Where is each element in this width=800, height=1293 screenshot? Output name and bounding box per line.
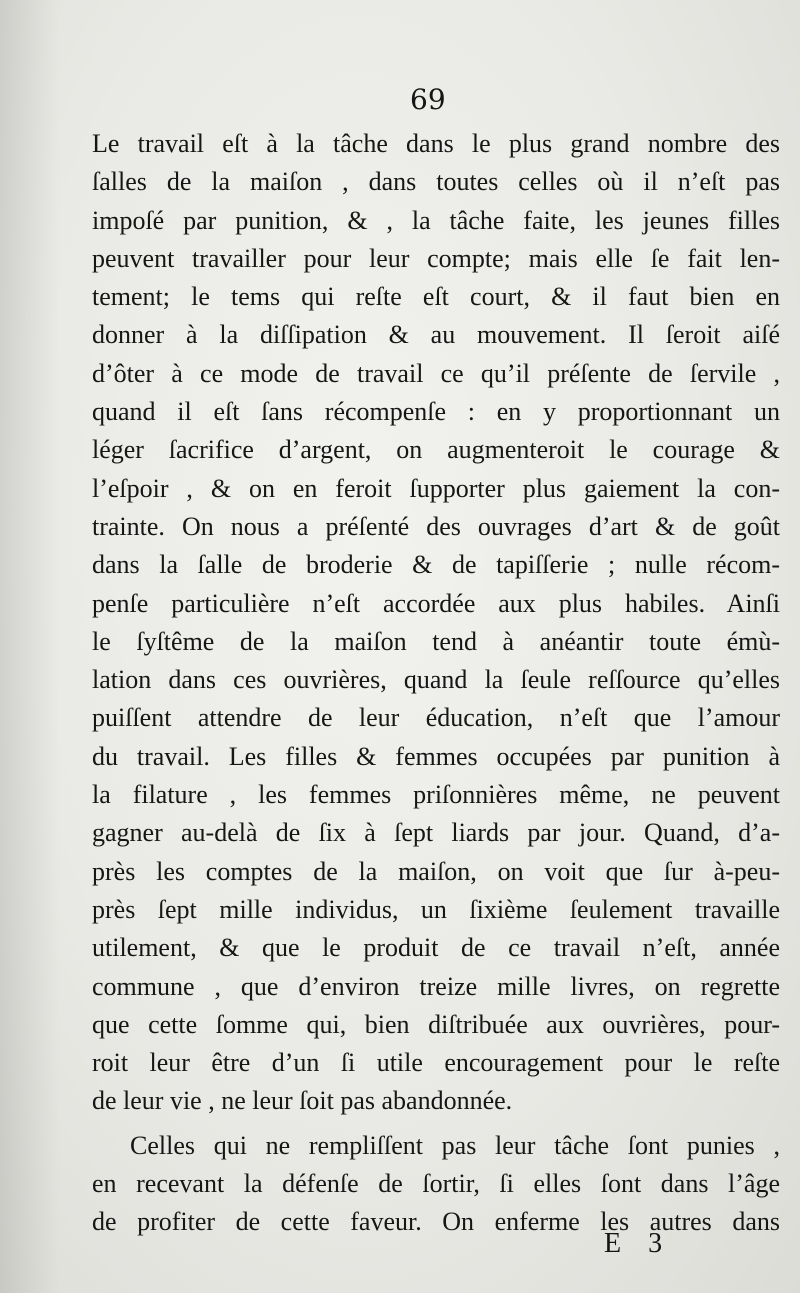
paragraph-1 — [92, 125, 780, 1121]
text-line: que cette ſomme qui, bien diſtribuée aux ouvrières, pour- — [92, 1009, 780, 1039]
text-line: gagner au-delà de ſix à ſept liards par jour. Quand, d’a- — [92, 818, 780, 848]
text-line: impoſé par punition, & , la tâche faite, les jeunes filles — [92, 205, 780, 235]
signature-mark: E 3 — [604, 1228, 673, 1259]
text-line: donner à la diſſipation & au mouvement. Il ſeroit aiſé — [92, 320, 780, 350]
text-line: Le travail eſt à la tâche dans le plus grand nombre des — [92, 129, 780, 158]
text-line: commune , que d’environ treize mille livres, on regrette — [92, 971, 780, 1001]
text-line: d’ôter à ce mode de travail ce qu’il préſente de ſervile , — [92, 358, 780, 388]
text-line: utilement, & que le produit de ce travail n’eſt, année — [92, 933, 780, 963]
text-line: roit leur être d’un ſi utile encouragement pour le reſte — [92, 1048, 780, 1078]
text-line: Celles qui ne rempliſſent pas leur tâche ſont punies , — [130, 1130, 780, 1160]
text-line: en recevant la défenſe de ſortir, ſi elles ſont dans l’âge — [92, 1169, 780, 1199]
text-line: léger ſacrifice d’argent, on augmenteroit le courage & — [92, 435, 780, 465]
text-line: la filature , les femmes priſonnières même, ne peuvent — [92, 780, 780, 810]
text-line: peuvent travailler pour leur compte; mais elle ſe fait len- — [92, 243, 780, 273]
text-line: l’eſpoir , & on en feroit ſupporter plus gaiement la con- — [92, 473, 780, 503]
text-line: quand il eſt ſans récompenſe : en y proportionnant un — [92, 397, 780, 427]
text-line: trainte. On nous a préſenté des ouvrages d’art & de goût — [92, 511, 780, 541]
text-line: le ſyſtême de la maiſon tend à anéantir toute émù- — [92, 626, 780, 656]
text-line: puiſſent attendre de leur éducation, n’eſt que l’amour — [92, 703, 780, 733]
text-line: lation dans ces ouvrières, quand la ſeule reſſource qu’elles — [92, 665, 780, 695]
body-text — [92, 125, 780, 1242]
text-line: de profiter de cette faveur. On enferme les autres dans — [92, 1207, 780, 1237]
page-number: 69 — [410, 83, 446, 116]
text-line: dans la ſalle de broderie & de tapiſſerie ; nulle récom- — [92, 550, 780, 580]
text-line: du travail. Les filles & femmes occupées par punition à — [92, 741, 780, 771]
text-line: de leur vie , ne leur ſoit pas abandonnée. — [92, 1086, 513, 1116]
text-line: près les comptes de la maiſon, on voit que ſur à-peu- — [92, 856, 780, 886]
text-line: près ſept mille individus, un ſixième ſeulement travaille — [92, 894, 780, 924]
text-line: tement; le tems qui reſte eſt court, & il faut bien en — [92, 282, 780, 312]
text-line: ſalles de la maiſon , dans toutes celles où il n’eſt pas — [92, 167, 780, 197]
text-line: penſe particulière n’eſt accordée aux plus habiles. Ainſi — [92, 588, 780, 618]
paragraph-2 — [92, 1127, 780, 1242]
